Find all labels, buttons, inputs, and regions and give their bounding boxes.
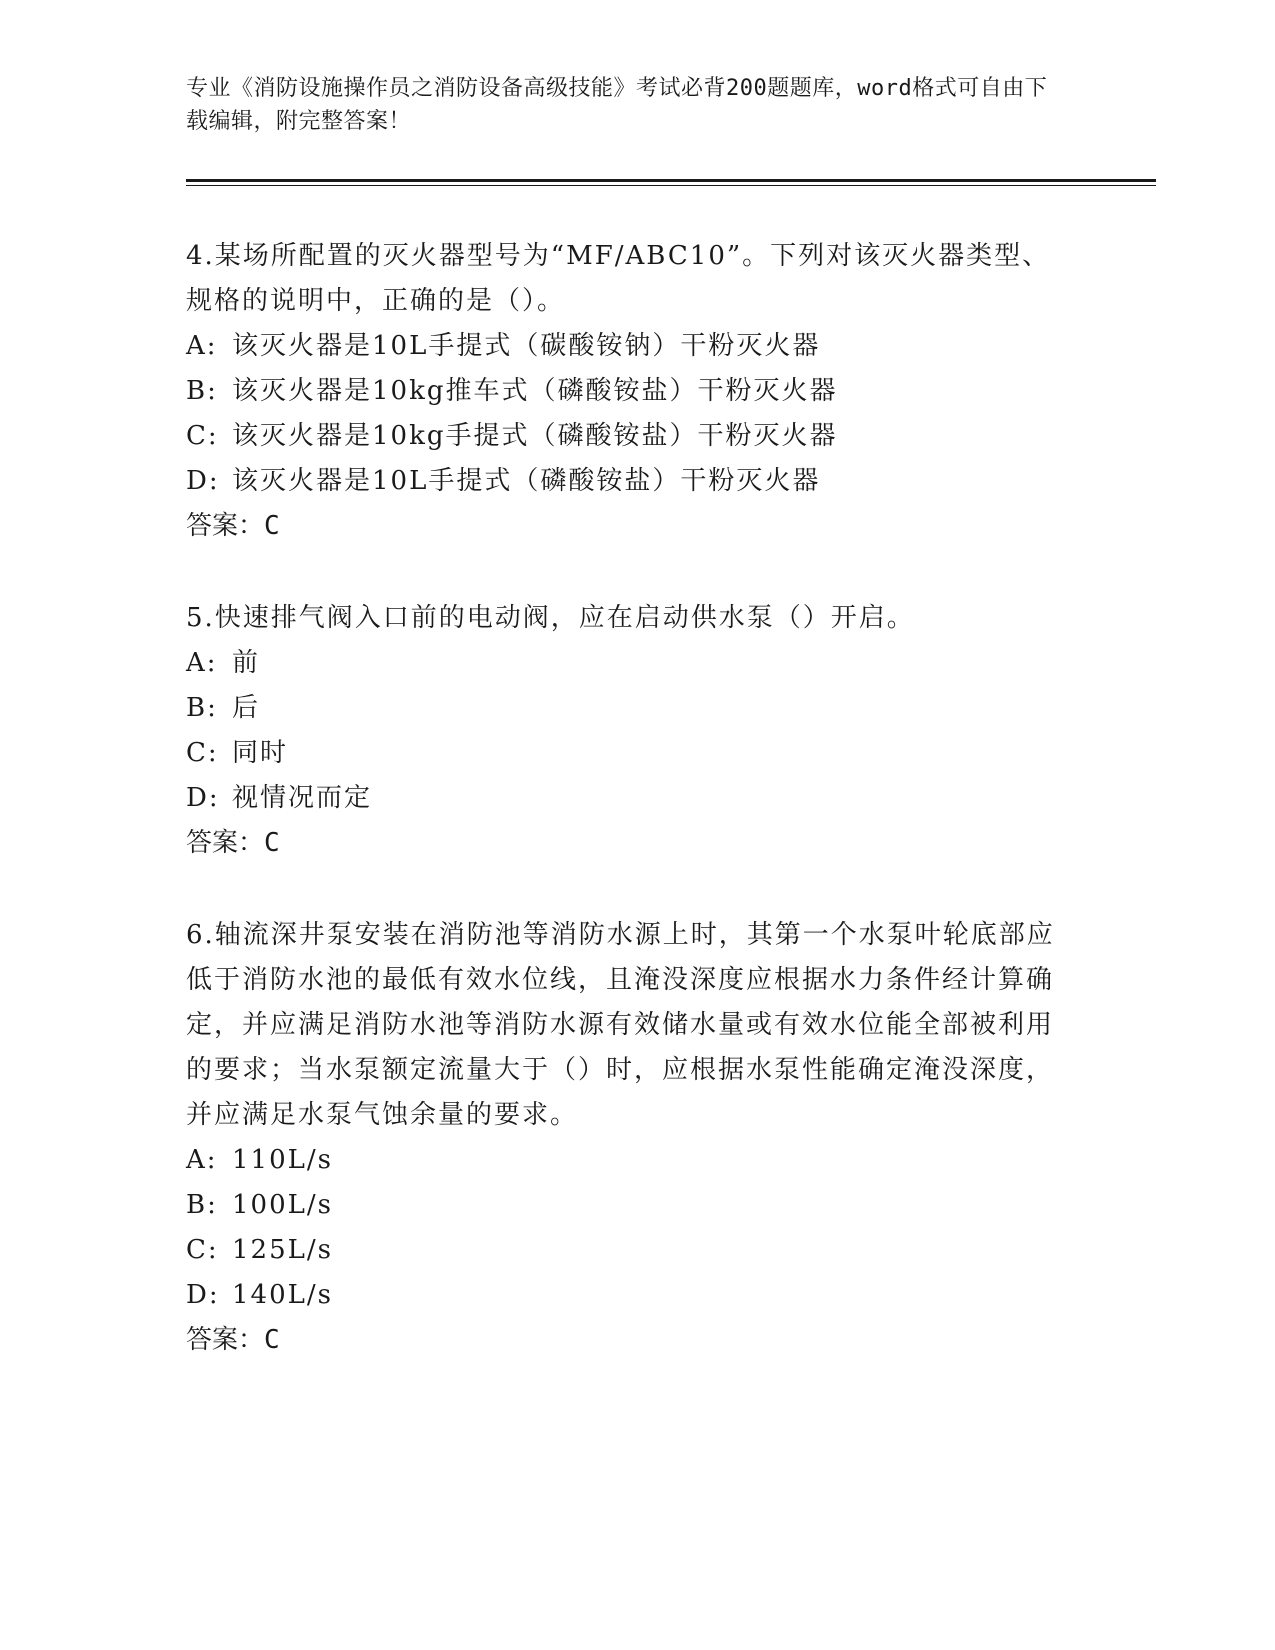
option-key: B: [186, 693, 218, 723]
option-key: B: [186, 376, 218, 406]
option-text: 110L/s [232, 1145, 333, 1175]
option-text: 该灭火器是10kg推车式（磷酸铵盐）干粉灭火器 [232, 376, 838, 406]
option-text: 视情况而定 [232, 783, 373, 813]
option-b [186, 1183, 1066, 1228]
option-c [186, 731, 1066, 776]
question-text: 5.快速排气阀入口前的电动阀，应在启动供水泵（）开启。 [186, 603, 915, 633]
option-key: C: [186, 421, 219, 451]
option-d [186, 1273, 1066, 1318]
answer-label: 答案：C [186, 828, 280, 858]
option-key: D: [186, 1280, 220, 1310]
option-text: 125L/s [232, 1235, 333, 1265]
option-c [186, 1228, 1066, 1273]
question-6 [186, 913, 1066, 1363]
answer-label: 答案：C [186, 511, 280, 541]
option-text: 该灭火器是10L手提式（碳酸铵钠）干粉灭火器 [232, 331, 821, 361]
option-key: D: [186, 466, 220, 496]
answer-label: 答案：C [186, 1325, 280, 1355]
header-divider-thin [186, 185, 1156, 186]
option-text: 该灭火器是10kg手提式（磷酸铵盐）干粉灭火器 [232, 421, 838, 451]
question-5 [186, 596, 1066, 866]
option-key: A: [186, 648, 218, 678]
question-4 [186, 234, 1066, 549]
option-key: D: [186, 783, 220, 813]
question-text: 6.轴流深井泵安装在消防池等消防水源上时，其第一个水泵叶轮底部应低于消防水池的最低有效水位线，且淹没深度应根据水力条件经计算确定，并应满足消防水池等消防水源有效储水量或有效水位能全部被利用的要求；当水泵额定流量大于（）时，应根据水泵性能确定淹没深度，并应满足水泵气蚀余量的要求。 [186, 920, 1055, 1130]
option-a [186, 641, 1066, 686]
option-key: C: [186, 738, 219, 768]
option-key: C: [186, 1235, 219, 1265]
option-a [186, 324, 1066, 369]
option-b [186, 369, 1066, 414]
header-divider-thick [186, 179, 1156, 182]
option-d [186, 459, 1066, 504]
option-text: 前 [232, 648, 261, 678]
option-text: 后 [232, 693, 261, 723]
option-text: 该灭火器是10L手提式（磷酸铵盐）干粉灭火器 [232, 466, 821, 496]
document-header: 专业《消防设施操作员之消防设备高级技能》考试必背200题题库，word格式可自由下载编辑，附完整答案！ [186, 76, 1048, 134]
question-text: 4.某场所配置的灭火器型号为“MF/ABC10”。下列对该灭火器类型、规格的说明中，正确的是（）。 [186, 241, 1051, 316]
option-d [186, 776, 1066, 821]
option-key: A: [186, 331, 218, 361]
option-b [186, 686, 1066, 731]
option-key: A: [186, 1145, 218, 1175]
option-text: 同时 [232, 738, 289, 768]
option-key: B: [186, 1190, 218, 1220]
option-text: 140L/s [232, 1280, 333, 1310]
option-c [186, 414, 1066, 459]
option-text: 100L/s [232, 1190, 333, 1220]
option-a [186, 1138, 1066, 1183]
